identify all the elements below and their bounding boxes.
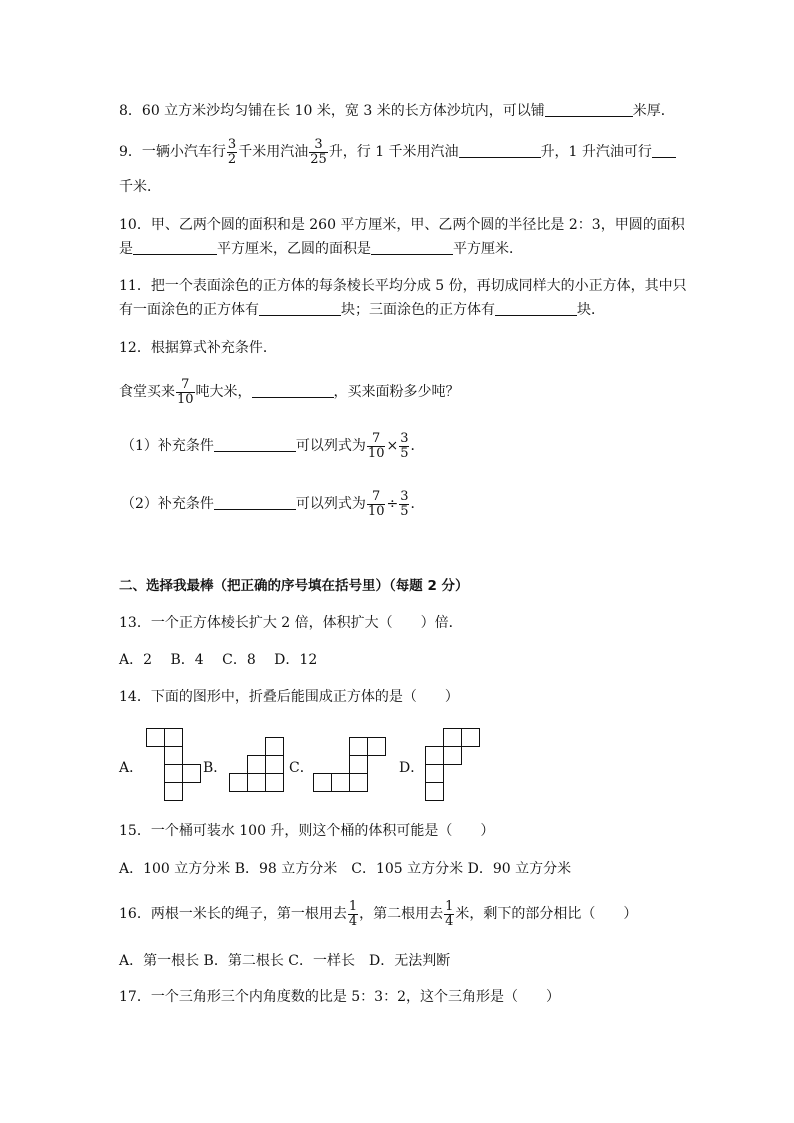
q14-option-b-label: B． [203,760,228,776]
question-14: 14．下面的图形中，折叠后能围成正方体的是（ ） [119,689,459,705]
question-13: 13．一个正方体棱长扩大 2 倍，体积扩大（ ）倍． [119,615,463,631]
q12-sub2-blank[interactable] [214,497,296,510]
q9-text-3: 升，行 1 千米用汽油 [328,144,459,161]
q12-sub-2: （2）补充条件 可以列式为 $\frac{7}{10}$ ÷ $\frac{3}{5}$ ． [121,489,425,519]
question-11: 11．把一个表面涂色的正方体的每条棱长平均分成 5 份，再切成同样大的小正方体，其中只 [119,278,687,294]
q10-blank-2[interactable] [371,242,453,255]
cube-net-a-side [164,764,202,784]
section-2-heading: 二、选择我最棒（把正确的序号填在括号里）（每题 2 分） [119,578,469,594]
q9-fraction-2: $\frac{3}{25}$ [310,137,327,167]
cube-net-c [313,737,389,793]
q12-stem: 食堂买来 $\frac{7}{10}$ 吨大米， ，买来面粉多少吨？ [119,377,460,407]
q14-option-c-label: C． [289,760,314,776]
q11-line-2: 有一面涂色的正方体有 块；三面涂色的正方体有 块． [119,302,605,318]
q10-blank-1[interactable] [133,242,217,255]
q11-blank-1[interactable] [259,303,341,316]
question-8 [119,104,675,118]
q16-fraction-1: $\frac{1}{4}$ [348,899,358,929]
q16-options: A．第一根长 B．第二根长 C．一样长 D．无法判断 [119,953,451,969]
q16-fraction-2: $\frac{1}{4}$ [445,899,454,929]
q8-blank[interactable] [545,104,633,117]
q9-text-1: 9．一辆小汽车行 [119,144,226,161]
question-9 [119,138,676,166]
q9-line-2: 千米． [119,179,161,195]
q12-fraction: $\frac{7}{10}$ [177,377,194,407]
q12-stem-blank[interactable] [252,385,334,398]
q9-text-4: 升，1 升汽油可行 [540,144,652,161]
q12-sub-1: （1）补充条件 可以列式为 $\frac{7}{10}$ × $\frac{3}{5}$ ． [121,431,425,461]
q8-unit: 米厚． [632,103,675,119]
q9-text-2: 千米用汽油 [238,144,309,161]
question-16: 16．两根一米长的绳子，第一根用去 $\frac{1}{4}$ ，第二根用去 $\frac{1}{4}$ 米，剩下的部分相比（ ） [119,899,638,929]
q11-blank-2[interactable] [495,303,577,316]
q9-fraction-1: $\frac{3}{2}$ [227,137,237,167]
question-15: 15．一个桶可装水 100 升，则这个桶的体积可能是（ ） [119,823,495,839]
q10-line-2: 是 平方厘米，乙圆的面积是 平方厘米． [119,241,523,257]
q9-blank-1[interactable] [459,145,541,158]
q14-option-a-label: A． [119,760,144,776]
question-10: 10．甲、乙两个圆的面积和是 260 平方厘米，甲、乙两个圆的半径比是 2：3，甲圆的面积 [119,217,685,233]
question-12-title: 12．根据算式补充条件． [119,340,277,356]
question-17: 17．一个三角形三个内角度数的比是 5：3：2，这个三角形是（ ） [119,989,560,1005]
q14-option-d-label: D． [399,760,425,776]
q9-blank-2[interactable] [652,145,676,158]
cube-net-d [425,728,483,802]
q12-sub1-blank[interactable] [214,439,296,452]
q8-text: 8．60 立方米沙均匀铺在长 10 米，宽 3 米的长方体沙坑内，可以铺 [119,103,545,119]
q15-options: A．100 立方分米 B．98 立方分米 C．105 立方分米 D．90 立方分米 [119,861,572,877]
q13-options: A．2 B．4 C．8 D．12 [119,652,318,668]
